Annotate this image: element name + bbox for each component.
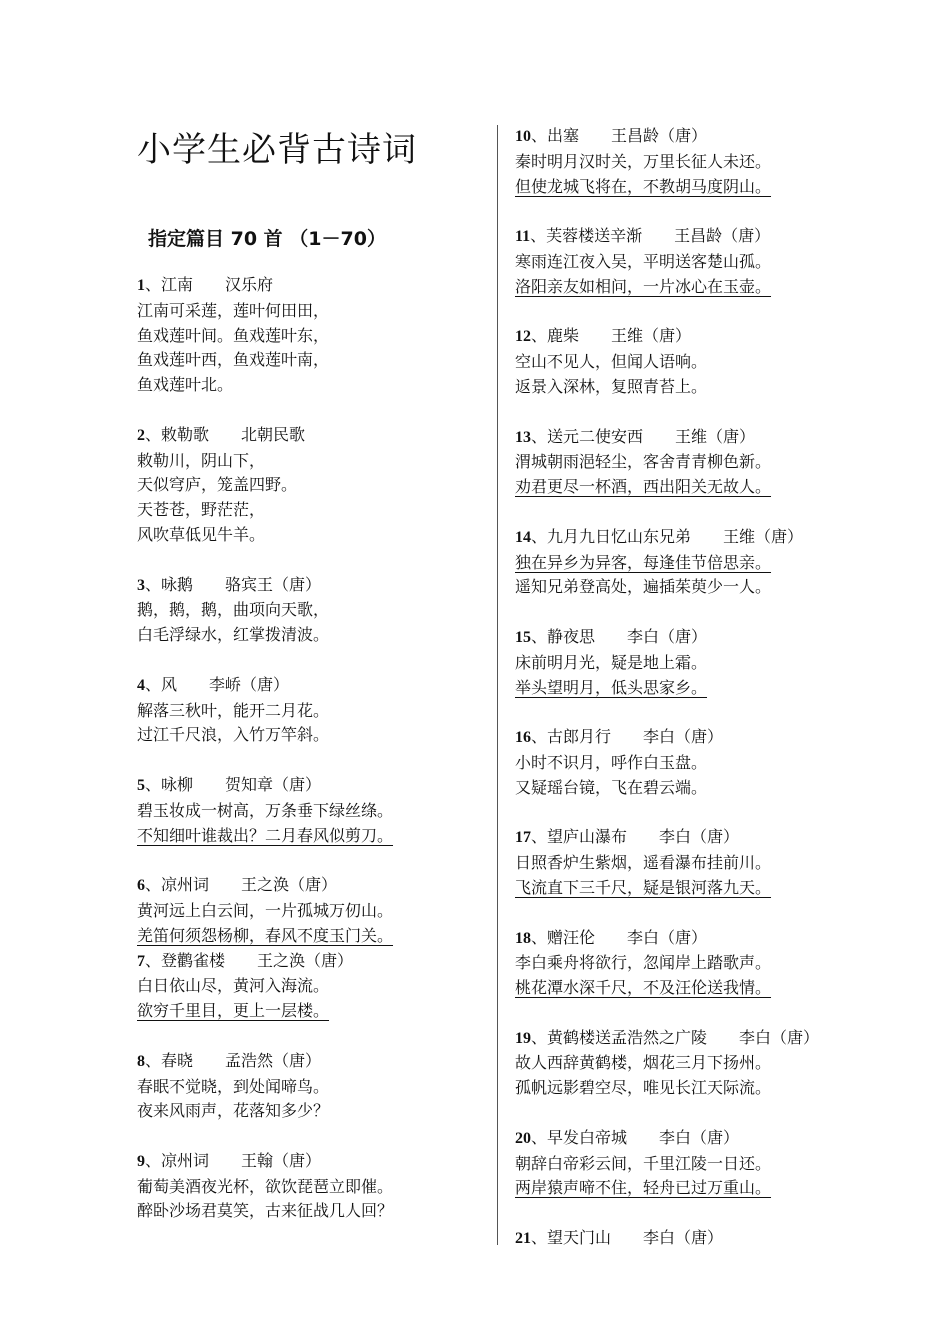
poem-author: 骆宾王（唐） [225, 574, 322, 594]
poem-line: 敕勒川，阴山下， [137, 450, 266, 470]
poem-author: 李白（唐） [659, 1127, 740, 1147]
poem-author: 李白（唐） [643, 727, 724, 747]
poem-number: 1 [137, 277, 145, 294]
poem-line: 洛阳亲友如相问，一片冰心在玉壶。 [515, 276, 772, 296]
poem-heading: 2、敕勒歌 北朝民歌 [137, 424, 306, 444]
poem-number: 2 [137, 426, 145, 444]
poem-column-left [137, 273, 482, 1249]
poem-line: 鹅，鹅，鹅，曲项向天歌， [137, 600, 330, 620]
poem-3 [137, 573, 482, 648]
poem-title: 古郎月行 [547, 727, 612, 747]
poem-line: 解落三秋叶，能开二月花。 [137, 700, 330, 720]
poem-17 [515, 825, 860, 900]
poem-line: 白日依山尽，黄河入海流。 [137, 976, 330, 996]
poem-author: 王昌龄（唐） [674, 226, 771, 246]
poem-author: 孟浩然（唐） [225, 1050, 322, 1070]
poem-heading: 5、咏柳 贺知章（唐） [137, 774, 322, 794]
poem-16 [515, 725, 860, 800]
poem-line: 桃花潭水深千尺，不及汪伦送我情。 [515, 978, 772, 998]
poem-title: 静夜思 [547, 626, 596, 646]
poem-5 [137, 773, 482, 848]
poem-line: 飞流直下三千尺，疑是银河落九天。 [515, 877, 772, 897]
poem-line: 春眠不觉晓，到处闻啼鸟。 [137, 1076, 330, 1096]
poem-heading: 11、芙蓉楼送辛渐 王昌龄（唐） [515, 226, 771, 246]
poem-9 [137, 1149, 482, 1224]
poem-20 [515, 1126, 860, 1201]
poem-heading: 6、凉州词 王之涣（唐） [137, 875, 338, 895]
poem-heading: 16、古郎月行 李白（唐） [515, 727, 724, 747]
poem-title: 敕勒歌 [161, 424, 210, 444]
poem-line: 朝辞白帝彩云间，千里江陵一日还。 [515, 1153, 772, 1173]
poem-heading: 18、赠汪伦 李白（唐） [515, 927, 708, 947]
poem-1 [137, 273, 482, 398]
poem-heading: 20、早发白帝城 李白（唐） [515, 1127, 740, 1147]
poem-number: 17 [515, 829, 531, 847]
poem-line: 李白乘舟将欲行，忽闻岸上踏歌声。 [515, 953, 772, 973]
poem-number: 8 [137, 1052, 145, 1070]
poem-line: 鱼戏莲叶间。鱼戏莲叶东， [137, 325, 330, 345]
poem-line: 风吹草低见牛羊。 [137, 524, 266, 544]
poem-number: 19 [515, 1029, 531, 1047]
poem-heading: 21、望天门山 李白（唐） [515, 1228, 724, 1248]
poem-line: 天苍苍，野茫茫， [137, 500, 266, 520]
poem-18 [515, 926, 860, 1001]
poem-heading: 19、黄鹤楼送孟浩然之广陵 李白（唐） [515, 1027, 820, 1047]
poem-number: 14 [515, 528, 531, 546]
poem-author: 李白（唐） [739, 1027, 820, 1047]
poem-author: 李白（唐） [627, 927, 708, 947]
poem-line: 羌笛何须怨杨柳，春风不度玉门关。 [137, 925, 394, 945]
poem-author: 王之涣（唐） [257, 950, 354, 970]
poem-4 [137, 673, 482, 748]
poem-number: 21 [515, 1230, 531, 1248]
poem-author: 北朝民歌 [241, 424, 306, 444]
poem-title: 望庐山瀑布 [547, 827, 628, 847]
poem-line: 故人西辞黄鹤楼，烟花三月下扬州。 [515, 1053, 772, 1073]
page-subtitle: 指定篇目 70 首 （1－70） [148, 228, 386, 250]
poem-author: 李白（唐） [627, 626, 708, 646]
poem-author: 贺知章（唐） [225, 774, 322, 794]
poem-line: 举头望明月，低头思家乡。 [515, 677, 708, 697]
poem-number: 11 [515, 228, 531, 246]
poem-author: 李峤（唐） [209, 674, 290, 694]
poem-line: 白毛浮绿水，红掌拨清波。 [137, 625, 330, 645]
poem-number: 18 [515, 929, 531, 947]
poem-title: 九月九日忆山东兄弟 [547, 526, 692, 546]
poem-heading: 7、登鹳雀楼 王之涣（唐） [137, 950, 354, 970]
poem-heading: 15、静夜思 李白（唐） [515, 626, 708, 646]
poem-line: 秦时明月汉时关，万里长征人未还。 [515, 151, 772, 171]
poem-10 [515, 124, 860, 199]
poem-8 [137, 1049, 482, 1124]
poem-heading: 13、送元二使安西 王维（唐） [515, 426, 756, 446]
poem-line: 孤帆远影碧空尽，唯见长江天际流。 [515, 1078, 772, 1098]
poem-line: 但使龙城飞将在，不教胡马度阴山。 [515, 176, 772, 196]
poem-title: 早发白帝城 [547, 1127, 628, 1147]
poem-line: 夜来风雨声，花落知多少？ [137, 1101, 330, 1121]
poem-number: 5 [137, 776, 145, 794]
poem-heading: 1、江南 汉乐府 [137, 275, 274, 294]
poem-line: 返景入深林，复照青苔上。 [515, 376, 708, 396]
poem-title: 黄鹤楼送孟浩然之广陵 [547, 1027, 708, 1047]
poem-line: 鱼戏莲叶西，鱼戏莲叶南， [137, 350, 330, 370]
poem-15 [515, 625, 860, 700]
column-divider [497, 125, 498, 1245]
poem-heading: 14、九月九日忆山东兄弟 王维（唐） [515, 526, 804, 546]
poem-line: 床前明月光，疑是地上霜。 [515, 652, 708, 672]
poem-line: 黄河远上白云间，一片孤城万仞山。 [137, 900, 394, 920]
poem-author: 李白（唐） [659, 827, 740, 847]
poem-line: 碧玉妆成一树高，万条垂下绿丝绦。 [137, 800, 394, 820]
poem-number: 3 [137, 576, 145, 594]
poem-12 [515, 324, 860, 399]
poem-13 [515, 425, 860, 500]
poem-line: 不知细叶谁裁出？二月春风似剪刀。 [137, 825, 394, 845]
poem-number: 6 [137, 877, 145, 895]
poem-line: 小时不识月，呼作白玉盘。 [515, 752, 708, 772]
poem-line: 渭城朝雨浥轻尘，客舍青青柳色新。 [515, 452, 772, 472]
poem-2 [137, 423, 482, 548]
poem-line: 又疑瑶台镜，飞在碧云端。 [515, 777, 708, 797]
poem-line: 空山不见人，但闻人语响。 [515, 352, 708, 372]
poem-author: 王维（唐） [723, 526, 804, 546]
poem-number: 4 [137, 676, 145, 694]
poem-heading: 4、风 李峤（唐） [137, 674, 290, 694]
poem-number: 10 [515, 128, 531, 145]
poem-line: 过江千尺浪，入竹万竿斜。 [137, 725, 330, 745]
poem-11 [515, 224, 860, 299]
poem-heading: 9、凉州词 王翰（唐） [137, 1150, 322, 1170]
poem-title: 风 [161, 674, 178, 694]
poem-title: 春晓 [161, 1050, 194, 1070]
poem-line: 遥知兄弟登高处，遍插茱萸少一人。 [515, 577, 772, 597]
poem-title: 鹿柴 [547, 326, 580, 346]
poem-title: 赠汪伦 [547, 927, 596, 947]
poem-heading: 10、出塞 王昌龄（唐） [515, 126, 708, 145]
poem-number: 13 [515, 428, 531, 446]
page-title: 小学生必背古诗词 [137, 130, 417, 170]
poem-7 [137, 949, 482, 1024]
poem-author: 李白（唐） [643, 1228, 724, 1248]
poem-title: 咏柳 [161, 774, 194, 794]
poem-author: 王维（唐） [675, 426, 756, 446]
poem-author: 王翰（唐） [241, 1150, 322, 1170]
poem-author: 王昌龄（唐） [611, 126, 708, 145]
poem-heading: 3、咏鹅 骆宾王（唐） [137, 574, 322, 594]
poem-heading: 17、望庐山瀑布 李白（唐） [515, 827, 740, 847]
poem-line: 江南可采莲，莲叶何田田， [137, 300, 330, 320]
poem-number: 16 [515, 729, 531, 747]
poem-6 [137, 873, 482, 948]
poem-title: 送元二使安西 [547, 426, 644, 446]
poem-column-right [515, 124, 860, 1277]
poem-number: 7 [137, 952, 145, 970]
poem-line: 两岸猿声啼不住，轻舟已过万重山。 [515, 1178, 772, 1198]
poem-title: 出塞 [547, 126, 580, 145]
poem-line: 日照香炉生紫烟，遥看瀑布挂前川。 [515, 853, 772, 873]
poem-line: 劝君更尽一杯酒，西出阳关无故人。 [515, 477, 772, 497]
poem-title: 咏鹅 [161, 574, 194, 594]
poem-author: 王之涣（唐） [241, 875, 338, 895]
poem-21 [515, 1226, 860, 1252]
poem-title: 登鹳雀楼 [161, 950, 226, 970]
poem-number: 20 [515, 1129, 531, 1147]
poem-line: 独在异乡为异客，每逢佳节倍思亲。 [515, 552, 772, 572]
poem-number: 12 [515, 328, 531, 346]
poem-title: 望天门山 [547, 1228, 612, 1248]
poem-line: 醉卧沙场君莫笑，古来征战几人回？ [137, 1201, 394, 1221]
poem-author: 王维（唐） [611, 326, 692, 346]
poem-number: 9 [137, 1152, 145, 1170]
poem-title: 芙蓉楼送辛渐 [546, 226, 643, 246]
poem-line: 寒雨连江夜入吴，平明送客楚山孤。 [515, 251, 772, 271]
poem-title: 凉州词 [161, 875, 210, 895]
poem-number: 15 [515, 628, 531, 646]
poem-title: 江南 [161, 275, 194, 294]
poem-19 [515, 1026, 860, 1101]
poem-14 [515, 525, 860, 600]
poem-line: 葡萄美酒夜光杯，欲饮琵琶立即催。 [137, 1176, 394, 1196]
poem-line: 欲穷千里目，更上一层楼。 [137, 1001, 330, 1021]
poem-heading: 12、鹿柴 王维（唐） [515, 326, 692, 346]
poem-heading: 8、春晓 孟浩然（唐） [137, 1050, 322, 1070]
poem-author: 汉乐府 [225, 275, 274, 294]
poem-line: 鱼戏莲叶北。 [137, 375, 234, 395]
poem-line: 天似穹庐，笼盖四野。 [137, 475, 298, 495]
poem-title: 凉州词 [161, 1150, 210, 1170]
